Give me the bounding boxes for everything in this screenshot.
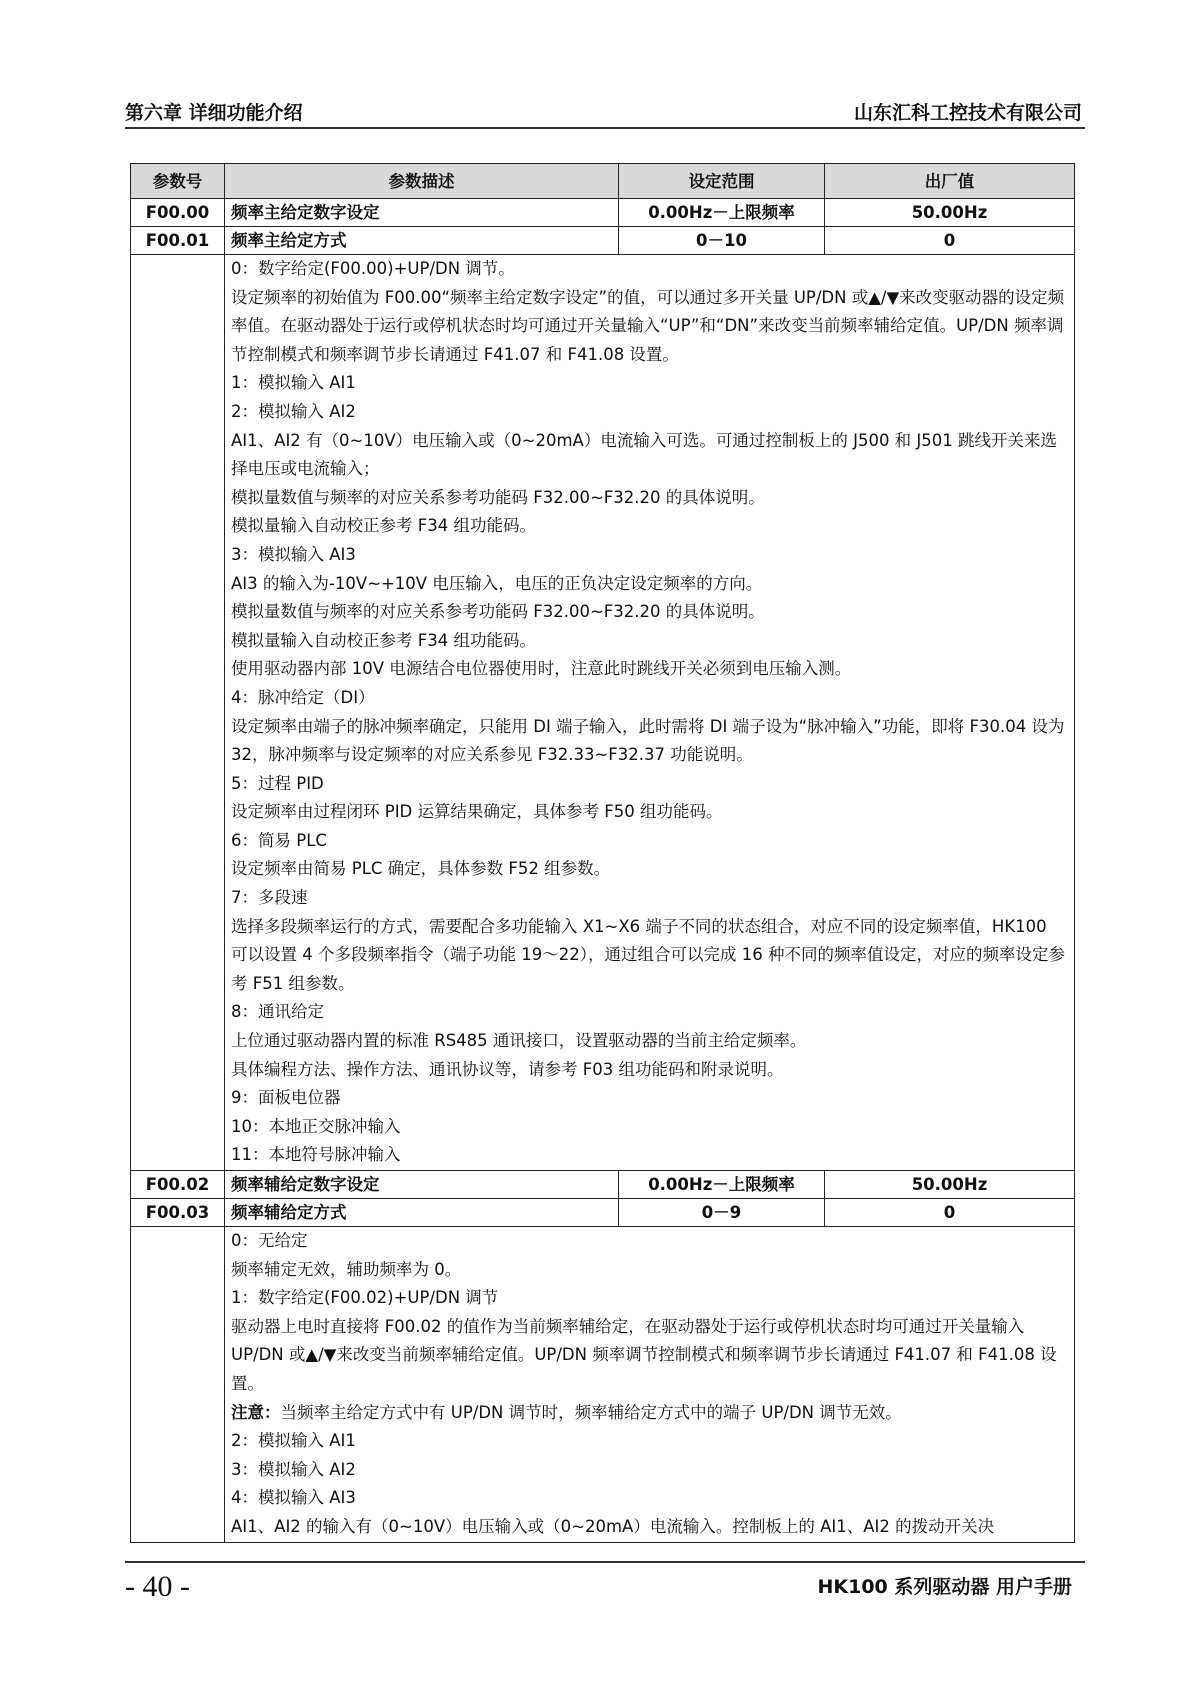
table-header-row bbox=[131, 164, 1075, 199]
column-header-description: 参数描述 bbox=[225, 164, 619, 199]
description-line: 设定频率的初始值为 F00.00“频率主给定数字设定”的值，可以通过多开关量 UP/DN 或▲/▼来改变驱动器的设定频率值。在驱动器处于运行或停机状态时均可通过开关量输入“UP”和“DN”来改变当前频率辅给定值。UP/DN 频率调节控制模式和频率调节步长请通过 F41.07 和 F41.08 设置。 bbox=[231, 287, 1065, 364]
description-line: 模拟量数值与频率的对应关系参考功能码 F32.00~F32.20 的具体说明。 bbox=[231, 487, 765, 507]
description-line: 5：过程 PID bbox=[231, 773, 324, 793]
description-line: 2：模拟输入 AI2 bbox=[231, 401, 356, 421]
param-id-cell: F00.01 bbox=[131, 227, 225, 255]
note-label: 注意： bbox=[231, 1402, 281, 1422]
description-line: 10：本地正交脉冲输入 bbox=[231, 1116, 401, 1136]
header-divider bbox=[125, 127, 1085, 129]
description-line: 使用驱动器内部 10V 电源结合电位器使用时，注意此时跳线开关必须到电压输入测。 bbox=[231, 659, 852, 679]
description-line: 上位通过驱动器内置的标准 RS485 通讯接口，设置驱动器的当前主给定频率。 bbox=[231, 1031, 807, 1051]
param-name-cell: 频率辅给定数字设定 bbox=[225, 1171, 619, 1199]
description-line: 8：通讯给定 bbox=[231, 1002, 324, 1022]
description-line: AI1、AI2 的输入有（0~10V）电压输入或（0~20mA）电流输入。控制板上的 AI1、AI2 的拨动开关决 bbox=[231, 1516, 995, 1536]
param-name-cell: 频率主给定方式 bbox=[225, 227, 619, 255]
description-line: 3：模拟输入 AI3 bbox=[231, 544, 356, 564]
table-row bbox=[131, 227, 1075, 255]
description-line: 3：模拟输入 AI2 bbox=[231, 1459, 356, 1479]
description-line: 模拟量输入自动校正参考 F34 组功能码。 bbox=[231, 630, 536, 650]
description-line: 0：无给定 bbox=[231, 1231, 308, 1250]
param-default-cell: 50.00Hz bbox=[825, 1171, 1075, 1199]
description-line: 6：简易 PLC bbox=[231, 830, 327, 850]
param-default-cell: 0 bbox=[825, 1199, 1075, 1227]
description-line: 1：模拟输入 AI1 bbox=[231, 373, 356, 393]
param-id-cell: F00.00 bbox=[131, 199, 225, 227]
description-line: 驱动器上电时直接将 F00.02 的值作为当前频率辅给定，在驱动器处于运行或停机状态时均可通过开关量输入 UP/DN 或▲/▼来改变当前频率辅给定值。UP/DN 频率调节控制模式和频率调节步长请通过 F41.07 和 F41.08 设置。 bbox=[231, 1316, 1057, 1393]
description-line: 1：数字给定(F00.02)+UP/DN 调节 bbox=[231, 1288, 499, 1308]
description-row bbox=[131, 1227, 1075, 1543]
description-cell bbox=[225, 1227, 1075, 1543]
description-line: 设定频率由端子的脉冲频率确定，只能用 DI 端子输入，此时需将 DI 端子设为“脉冲输入”功能，即将 F30.04 设为 32，脉冲频率与设定频率的对应关系参见 F32.33~F32.37 功能说明。 bbox=[231, 716, 1065, 765]
column-header-default: 出厂值 bbox=[825, 164, 1075, 199]
company-name: 山东汇科工控技术有限公司 bbox=[853, 102, 1082, 124]
description-line: 4：模拟输入 AI3 bbox=[231, 1488, 356, 1508]
param-range-cell: 0－9 bbox=[619, 1199, 825, 1227]
param-id-cell: F00.02 bbox=[131, 1171, 225, 1199]
description-line: 11：本地符号脉冲输入 bbox=[231, 1145, 401, 1165]
param-default-cell: 50.00Hz bbox=[825, 199, 1075, 227]
param-name-cell: 频率辅给定方式 bbox=[225, 1199, 619, 1227]
param-name-cell: 频率主给定数字设定 bbox=[225, 199, 619, 227]
table-row bbox=[131, 1199, 1075, 1227]
description-line: 4：脉冲给定（DI） bbox=[231, 687, 375, 707]
column-header-param-id: 参数号 bbox=[131, 164, 225, 199]
column-header-range: 设定范围 bbox=[619, 164, 825, 199]
description-line: 注意：当频率主给定方式中有 UP/DN 调节时，频率辅给定方式中的端子 UP/DN 调节无效。 bbox=[231, 1402, 902, 1422]
param-range-cell: 0.00Hz－上限频率 bbox=[619, 1171, 825, 1199]
description-line: AI3 的输入为-10V~+10V 电压输入，电压的正负决定设定频率的方向。 bbox=[231, 573, 763, 593]
description-line: 频率辅定无效，辅助频率为 0。 bbox=[231, 1259, 462, 1279]
table-row bbox=[131, 199, 1075, 227]
description-line: 选择多段频率运行的方式，需要配合多功能输入 X1~X6 端子不同的状态组合，对应不同的设定频率值，HK100 可以设置 4 个多段频率指令（端子功能 19～22），通过组合可以完成 16 种不同的频率值设定，对应的频率设定参考 F51 组参数。 bbox=[231, 916, 1065, 993]
parameter-table bbox=[130, 163, 1075, 1543]
table-row bbox=[131, 1171, 1075, 1199]
manual-title: HK100 系列驱动器 用户手册 bbox=[817, 1576, 1072, 1598]
param-default-cell: 0 bbox=[825, 227, 1075, 255]
description-line: 模拟量输入自动校正参考 F34 组功能码。 bbox=[231, 516, 536, 536]
description-line: 模拟量数值与频率的对应关系参考功能码 F32.00~F32.20 的具体说明。 bbox=[231, 602, 765, 622]
footer-divider bbox=[125, 1561, 1085, 1563]
table-body bbox=[131, 199, 1075, 1543]
description-line: 9：面板电位器 bbox=[231, 1088, 341, 1108]
description-line: 具体编程方法、操作方法、通讯协议等，请参考 F03 组功能码和附录说明。 bbox=[231, 1059, 784, 1079]
description-row bbox=[131, 255, 1075, 1171]
param-range-cell: 0.00Hz－上限频率 bbox=[619, 199, 825, 227]
description-line: 设定频率由过程闭环 PID 运算结果确定，具体参考 F50 组功能码。 bbox=[231, 802, 723, 822]
description-cell bbox=[225, 255, 1075, 1171]
param-id-cell: F00.03 bbox=[131, 1199, 225, 1227]
page-number: - 40 - bbox=[125, 1570, 190, 1603]
description-line: 0：数字给定(F00.00)+UP/DN 调节。 bbox=[231, 259, 515, 278]
description-line: 7：多段速 bbox=[231, 888, 308, 908]
description-line: AI1、AI2 有（0~10V）电压输入或（0~20mA）电流输入可选。可通过控制板上的 J500 和 J501 跳线开关来选择电压或电流输入； bbox=[231, 430, 1058, 479]
param-range-cell: 0－10 bbox=[619, 227, 825, 255]
description-line: 2：模拟输入 AI1 bbox=[231, 1431, 356, 1451]
chapter-title: 第六章 详细功能介绍 bbox=[125, 102, 303, 124]
empty-id-cell bbox=[131, 255, 225, 1171]
empty-id-cell bbox=[131, 1227, 225, 1543]
description-line: 设定频率由简易 PLC 确定，具体参数 F52 组参数。 bbox=[231, 859, 611, 879]
